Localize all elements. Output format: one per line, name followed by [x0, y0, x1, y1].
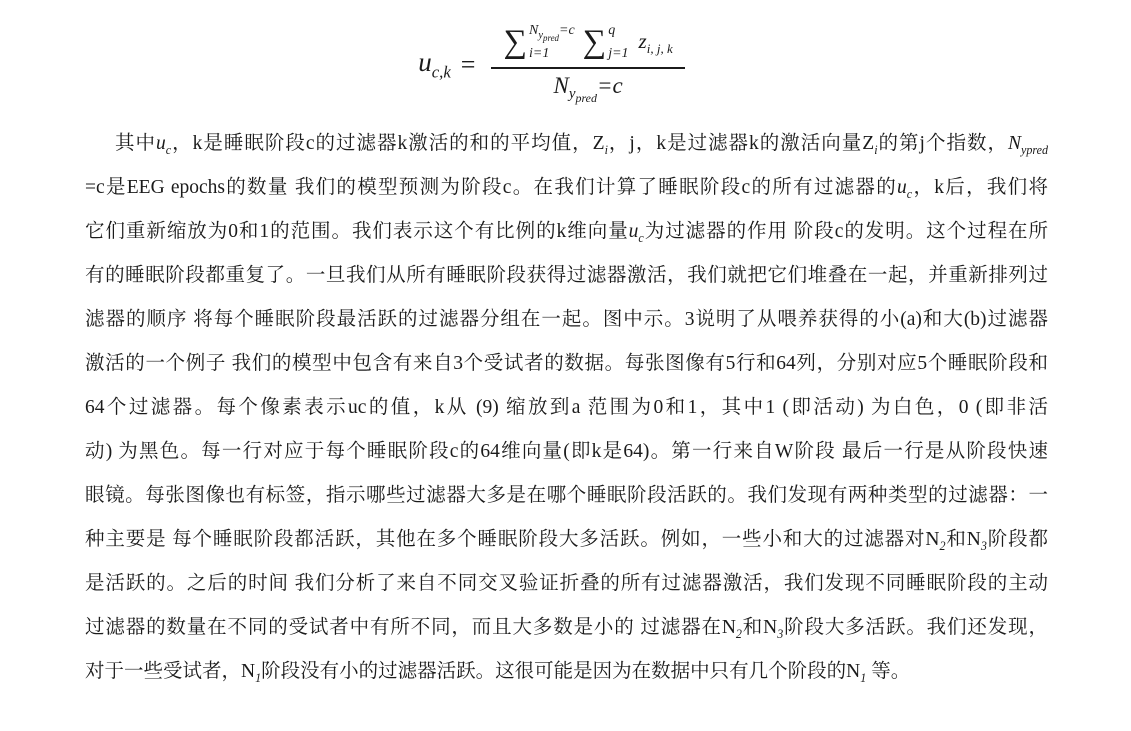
- equals-sign: =: [460, 50, 476, 79]
- denominator: $N_{y_{pred}}=c$: [491, 67, 684, 107]
- fraction: [491, 24, 684, 107]
- paragraph-line: 其中$u_c$，k是睡眠阶段c的过滤器k激活的和的平均值，$Z_i$，j，k是过滤器k的激活向量$Z_i$的第j个指数，$N_{ypred}$: [115, 133, 1048, 157]
- lhs-subscript: c,k: [431, 62, 451, 82]
- sigma-icon: ∑: [582, 24, 607, 61]
- inline-math-symbol: $Z_i$: [592, 133, 608, 157]
- paragraph-line: 过滤器的数量在不同的受试者中有所不同，而且大多数是小的 过滤器在$N_2$和$N_3$阶段大多活跃。我们还发现，: [85, 617, 1048, 641]
- inline-math-symbol: $u_c$: [897, 177, 913, 201]
- sum2-upper-limit: q: [608, 22, 616, 38]
- inline-math-symbol: $N_1$: [241, 661, 262, 685]
- paragraph-line: 是活跃的。之后的时间 我们分析了来自不同交叉验证折叠的所有过滤器激活，我们发现不同睡眠阶段的主动: [85, 573, 1048, 594]
- paragraph-line: 种主要是 每个睡眠阶段都活跃，其他在多个睡眠阶段大多活跃。例如，一些小和大的过滤器对$N_2$和$N_3$阶段都: [85, 529, 1048, 553]
- summand: $z_{i, j, k}$: [638, 28, 673, 56]
- sum-over-epochs: [503, 24, 574, 62]
- inline-math-symbol: $N_{ypred}$: [1007, 133, 1048, 157]
- equation-block: [0, 0, 1117, 104]
- paragraph-line: 动) 为黑色。每一行对应于每个睡眠阶段c的64维向量(即k是64)。第一行来自W阶段 最后一行是从阶段快速: [85, 441, 1048, 462]
- inline-math-symbol: $N_1$: [846, 661, 867, 685]
- sum-over-segments: [583, 24, 629, 62]
- sum1-limits: [529, 24, 575, 62]
- sum2-limits: [608, 24, 628, 62]
- inline-math-symbol: $Z_i$: [862, 133, 878, 157]
- lhs-base: u: [418, 47, 432, 78]
- numerator: [491, 24, 684, 67]
- paragraph-text: [85, 122, 1048, 694]
- sum2-lower-limit: j=1: [608, 46, 629, 62]
- paragraph-line: 它们重新缩放为0和1的范围。我们表示这个有比例的k维向量$u_c$为过滤器的作用 阶段c的发明。这个过程在所: [85, 221, 1048, 245]
- inline-math-symbol: $u_c$: [628, 221, 644, 245]
- paragraph-line: =c是EEG epochs的数量 我们的模型预测为阶段c。在我们计算了睡眠阶段c的所有过滤器的$u_c$，k后，我们将: [85, 177, 1048, 201]
- paragraph-line: 有的睡眠阶段都重复了。一旦我们从所有睡眠阶段获得过滤器激活，我们就把它们堆叠在一起，并重新排列过: [85, 265, 1048, 286]
- inline-math-symbol: $u_c$: [156, 133, 172, 157]
- paragraph-line: 64个过滤器。每个像素表示uc的值，k从 (9) 缩放到a 范围为0和1，其中1 (即活动) 为白色，0 (即非活: [85, 397, 1048, 418]
- sum1-lower-limit: i=1: [528, 46, 550, 62]
- inline-math-symbol: $N_3$: [966, 529, 987, 553]
- paragraph-line: 滤器的顺序 将每个睡眠阶段最活跃的过滤器分组在一起。图中示。3说明了从喂养获得的小(a)和大(b)过滤器: [85, 309, 1048, 330]
- inline-math-symbol: $N_3$: [763, 617, 784, 641]
- sigma-icon: ∑: [503, 24, 527, 61]
- inline-math-symbol: $N_2$: [721, 617, 742, 641]
- paragraph-line: 激活的一个例子 我们的模型中包含有来自3个受试者的数据。每张图像有5行和64列，分别对应5个睡眠阶段和: [85, 353, 1048, 374]
- equation-lhs: [418, 47, 451, 82]
- inline-math-symbol: $N_2$: [925, 529, 946, 553]
- paragraph-line: 对于一些受试者，$N_1$阶段没有小的过滤器活跃。这很可能是因为在数据中只有几个阶段的$N_1$ 等。: [85, 661, 911, 685]
- sum1-upper-limit: $N_{y_{pred}}=c$: [528, 22, 575, 43]
- paragraph-line: 眼镜。每张图像也有标签，指示哪些过滤器大多是在哪个睡眠阶段活跃的。我们发现有两种类型的过滤器：一: [85, 485, 1048, 506]
